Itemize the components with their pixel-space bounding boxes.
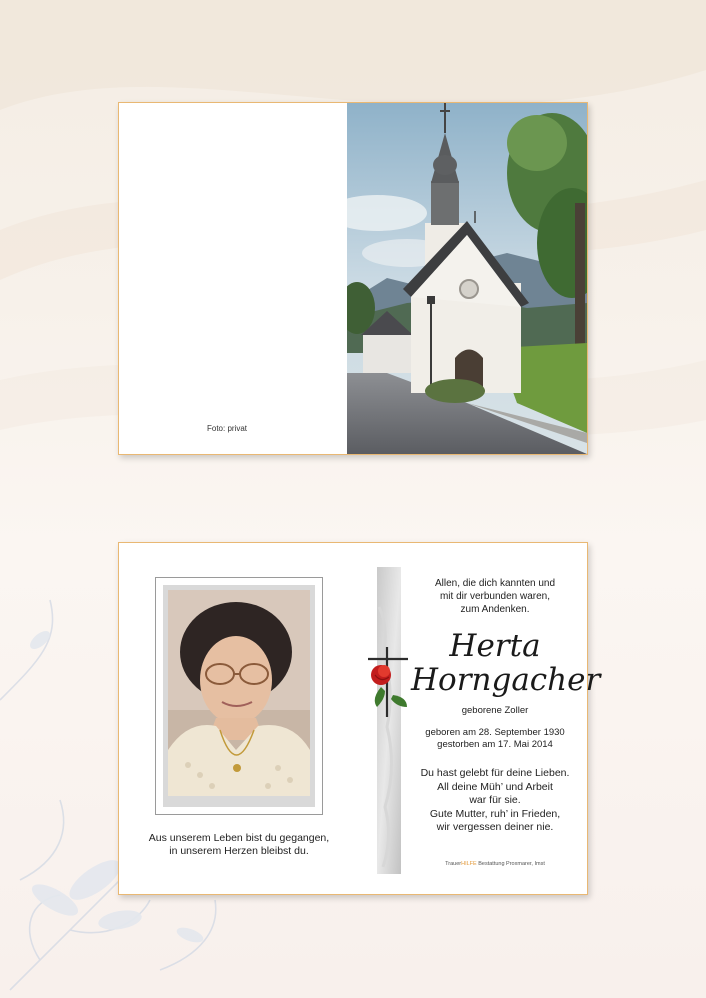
photo-credit: Foto: privat xyxy=(207,424,248,433)
verse-right-line-2: All deine Müh’ und Arbeit xyxy=(437,780,553,793)
verse-right-line-3: war für sie. xyxy=(469,794,521,806)
deceased-first-name: Herta xyxy=(449,628,541,664)
verse-right-line-1: Du hast gelebt für deine Lieben. xyxy=(420,767,570,779)
brand-name-a: Trauer xyxy=(445,861,462,867)
inner-card xyxy=(118,542,601,895)
birth-date: geboren am 28. September 1930 xyxy=(425,727,565,738)
portrait-frame xyxy=(155,577,323,815)
intro-line-1: Allen, die dich kannten und xyxy=(434,578,556,589)
front-card xyxy=(118,102,588,455)
deceased-last-name: Horngacher xyxy=(411,662,601,698)
cross-strip xyxy=(377,567,401,874)
death-date: gestorben am 17. Mai 2014 xyxy=(437,739,553,750)
funeral-home-credit xyxy=(411,861,579,867)
verse-left-line-2: in unserem Herzen bleibst du. xyxy=(169,845,309,857)
brand-name-b: HILFE xyxy=(461,861,477,867)
church-photo xyxy=(347,103,587,454)
maiden-name: geborene Zoller xyxy=(461,705,529,716)
intro-line-2: mit dir verbunden waren, xyxy=(439,591,551,602)
verse-right-line-5: wir vergessen deiner nie. xyxy=(436,821,554,833)
funeral-home-name: Bestattung Proxmarer, Imst xyxy=(478,861,545,867)
cross-rose-icon xyxy=(367,647,413,717)
intro-line-3: zum Andenken. xyxy=(460,604,530,615)
intro-text xyxy=(411,577,579,616)
verse-right-line-4: Gute Mutter, ruh’ in Frieden, xyxy=(429,807,561,820)
portrait-photo xyxy=(168,590,310,796)
portrait-mat xyxy=(163,585,315,807)
verse-right xyxy=(411,767,579,835)
verse-left-line-1: Aus unserem Leben bist du gegangen, xyxy=(148,832,330,844)
